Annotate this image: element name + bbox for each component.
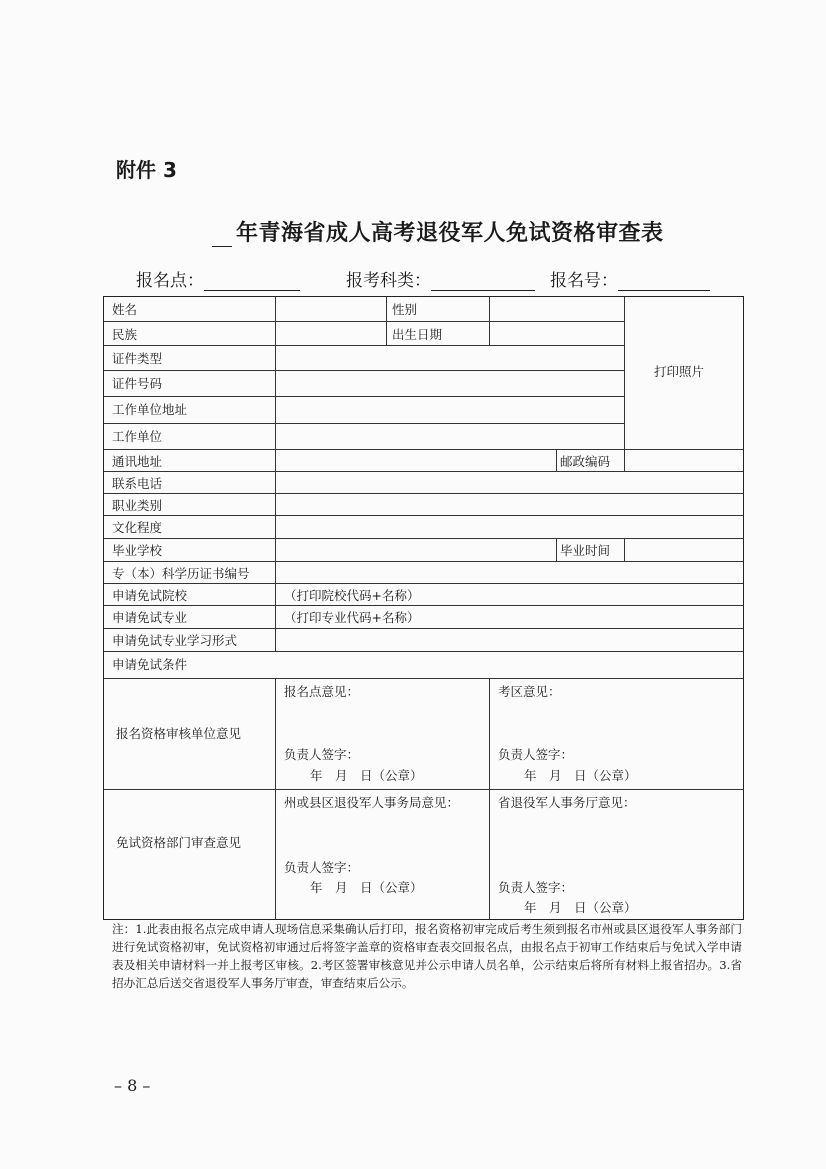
page-number: – 8 – <box>114 1076 151 1095</box>
reg-point-opinion-label: 报名点意见： <box>284 684 360 699</box>
reg-no-label: 报名号： <box>550 271 618 291</box>
row-line <box>104 493 743 494</box>
exam-area-opinion-label: 考区意见： <box>498 684 561 699</box>
id-number-label: 证件号码 <box>112 376 163 391</box>
work-address-label: 工作单位地址 <box>112 402 188 417</box>
row-line <box>104 628 743 629</box>
signer-label: 负责人签字： <box>498 747 574 762</box>
row-line <box>104 396 624 397</box>
row-line <box>104 449 743 450</box>
reg-point-blank <box>204 272 300 291</box>
date-stamp: 年 月 日（公章） <box>524 900 637 915</box>
signer-label: 负责人签字： <box>284 860 360 875</box>
row-line <box>104 651 743 652</box>
row-line <box>104 471 743 472</box>
date-stamp: 年 月 日（公章） <box>310 880 423 895</box>
signer-label: 负责人签字： <box>498 880 574 895</box>
apply-major-hint: （打印专业代码+名称） <box>284 610 420 625</box>
school-label: 毕业学校 <box>112 543 163 558</box>
col-line <box>275 678 276 919</box>
row-line <box>104 370 624 371</box>
reg-no-blank <box>618 272 710 291</box>
col-line <box>275 297 276 651</box>
year-blank <box>212 224 232 247</box>
grad-time-label: 毕业时间 <box>560 543 611 558</box>
col-line <box>624 297 625 449</box>
reg-no-field <box>550 266 710 291</box>
date-stamp: 年 月 日（公章） <box>310 768 423 783</box>
date-stamp: 年 月 日（公章） <box>524 768 637 783</box>
signer-label: 负责人签字： <box>284 747 360 762</box>
conditions-label: 申请免试条件 <box>112 657 188 672</box>
reg-point-label: 报名点： <box>136 271 204 291</box>
col-line <box>386 297 387 345</box>
ethnicity-label: 民族 <box>112 327 138 342</box>
col-line <box>489 678 490 919</box>
row-line <box>104 789 743 790</box>
apply-major-label: 申请免试专业 <box>112 610 188 625</box>
photo-placeholder: 打印照片 <box>654 364 705 379</box>
row-line <box>104 321 624 322</box>
postcode-label: 邮政编码 <box>560 454 611 469</box>
subject-field <box>346 266 535 291</box>
review-unit-label: 报名资格审核单位意见 <box>116 726 242 741</box>
form-title <box>212 216 664 247</box>
row-line <box>104 345 624 346</box>
gender-label: 性别 <box>392 302 418 317</box>
subject-label: 报考科类： <box>346 271 431 291</box>
exempt-dept-label: 免试资格部门审查意见 <box>116 835 242 850</box>
work-unit-label: 工作单位 <box>112 429 163 444</box>
col-line <box>624 538 625 561</box>
col-line <box>556 538 557 561</box>
row-line <box>104 561 743 562</box>
apply-school-label: 申请免试院校 <box>112 588 188 603</box>
id-type-label: 证件类型 <box>112 351 163 366</box>
row-line <box>104 678 743 679</box>
subject-blank <box>431 272 535 291</box>
reg-point-field <box>136 266 300 291</box>
study-form-label: 申请免试专业学习形式 <box>112 633 238 648</box>
county-opinion-label: 州或县区退役军人事务局意见： <box>284 795 460 810</box>
row-line <box>104 605 743 606</box>
education-label: 文化程度 <box>112 520 163 535</box>
phone-label: 联系电话 <box>112 476 163 491</box>
review-form-table <box>103 296 744 920</box>
row-line <box>104 423 624 424</box>
province-opinion-label: 省退役军人事务厅意见： <box>498 795 636 810</box>
name-label: 姓名 <box>112 302 138 317</box>
cert-no-label: 专（本）科学历证书编号 <box>112 566 250 581</box>
row-line <box>104 583 743 584</box>
form-title-text: 年青海省成人高考退役军人免试资格审查表 <box>236 221 664 246</box>
col-line <box>489 297 490 345</box>
attachment-label: 附件 3 <box>116 158 177 182</box>
occupation-label: 职业类别 <box>112 498 163 513</box>
row-line <box>104 538 743 539</box>
birth-date-label: 出生日期 <box>392 327 443 342</box>
footnote: 注：1.此表由报名点完成申请人现场信息采集确认后打印，报名资格初审完成后考生须到报名市州或县区退役军人事务部门进行免试资格初审，免试资格初审通过后将签字盖章的资格审查表交回报名点，由报名点于初审工作结束后与免试入学申请表及相关申请材料一并上报考区审核。2.考区签署审核意见并公示申请人员名单，公示结束后将所有材料上报省招办。3.省招办汇总后送交省退役军人事务厅审查，审查结束后公示。 <box>112 922 742 990</box>
col-line <box>556 449 557 471</box>
apply-school-hint: （打印院校代码+名称） <box>284 588 420 603</box>
mail-address-label: 通讯地址 <box>112 454 163 469</box>
row-line <box>104 515 743 516</box>
col-line <box>624 449 625 471</box>
